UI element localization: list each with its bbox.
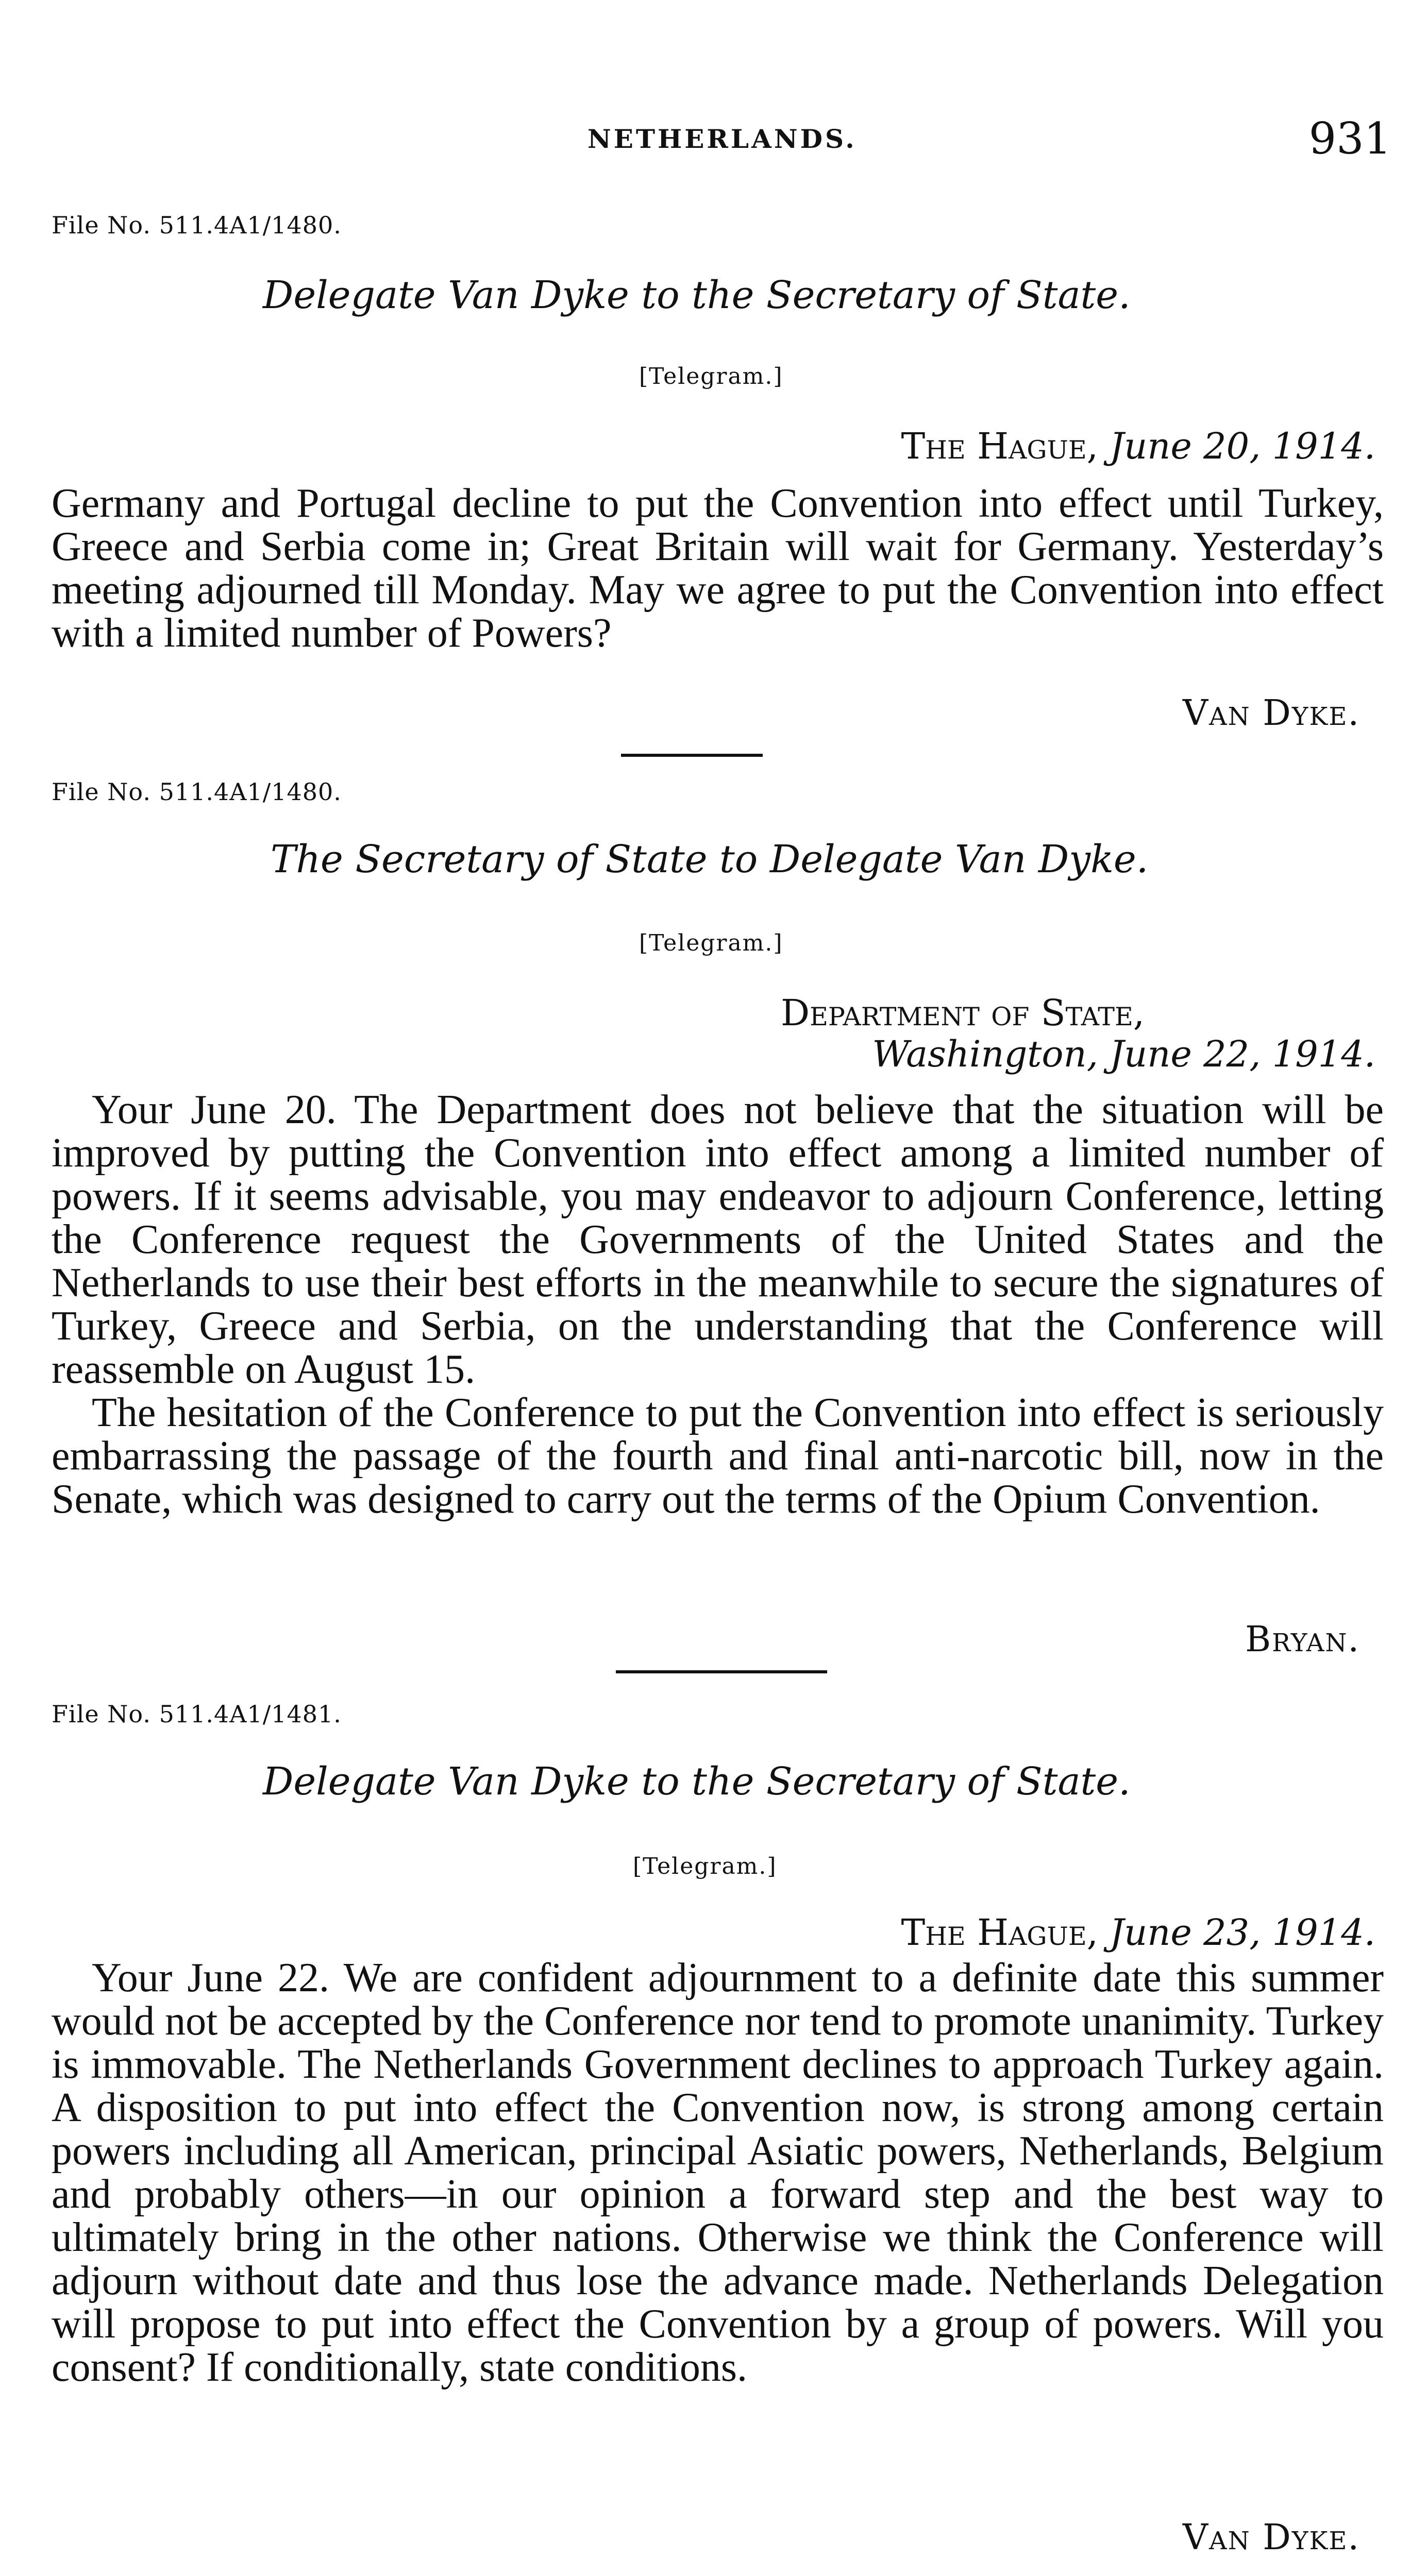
section-divider <box>616 1670 827 1673</box>
paragraph: Your June 22. We are confident adjournment to a definite date this summer would not be accepted by the Conference nor tend to promote unanimity. Turkey is immovable. The Netherlands Government declines to approach Turkey again. A disposition to put into effect the Convention now, is strong among certain powers including all American, principal Asiatic powers, Netherlands, Belgium and probably others—in our opinion a forward step and the best way to ultimately bring in the other nations. Otherwise we think the Conference will adjourn without date and thus lose the advance made. Netherlands Delegation will propose to put into effect the Convention by a group of powers. Will you consent? If conditionally, state conditions. <box>52 1955 1384 2390</box>
dateline <box>901 1911 1375 1954</box>
telegram-label: [Telegram.] <box>639 930 783 956</box>
dateline-date: June 23, 1914. <box>1110 1911 1375 1954</box>
dateline-place: Department of State, <box>781 992 1145 1034</box>
file-number: File No. 511.4A1/1480. <box>52 211 342 239</box>
page-number: 931 <box>1308 113 1391 164</box>
document-body <box>52 1956 1384 2389</box>
document-body <box>52 482 1384 655</box>
telegram-label: [Telegram.] <box>633 1853 777 1879</box>
paragraph: Germany and Portugal decline to put the Convention into effect until Turkey, Greece and Serbia come in; Great Britain will wait for Germany. Yesterday’s meeting adjourned till Monday. May we agree to put the Convention into effect with a limited number of Powers? <box>52 481 1384 656</box>
file-number: File No. 511.4A1/1480. <box>52 778 342 806</box>
signature: Van Dyke. <box>1182 2517 1360 2558</box>
dateline <box>901 425 1375 467</box>
running-head-title: NETHERLANDS. <box>587 124 857 154</box>
paragraph: The hesitation of the Conference to put the Convention into effect is seriously embarrassing the passage of the fourth and final anti-narcotic bill, now in the Senate, which was designed to carry out the terms of the Opium Convention. <box>52 1390 1384 1522</box>
signature: Bryan. <box>1245 1619 1360 1660</box>
document-heading: Delegate Van Dyke to the Secretary of State. <box>263 1759 1131 1804</box>
section-divider <box>621 754 763 757</box>
document-heading: The Secretary of State to Delegate Van Dyke. <box>271 837 1149 882</box>
file-number: File No. 511.4A1/1481. <box>52 1700 342 1728</box>
dateline-place: The Hague, <box>901 1911 1098 1954</box>
dateline-date: June 20, 1914. <box>1110 425 1375 467</box>
document-heading: Delegate Van Dyke to the Secretary of State. <box>263 273 1131 317</box>
dateline-date: Washington, June 22, 1914. <box>872 1033 1375 1075</box>
telegram-label: [Telegram.] <box>639 363 783 389</box>
paragraph: Your June 20. The Department does not believe that the situation will be improved by putting the Convention into effect among a limited number of powers. If it seems advisable, you may endeavor to adjourn Conference, letting the Conference request the Governments of the United States and the Netherlands to use their best efforts in the meanwhile to secure the signatures of Turkey, Greece and Serbia, on the understanding that the Conference will reassemble on August 15. <box>52 1087 1384 1392</box>
document-body <box>52 1088 1384 1521</box>
signature: Van Dyke. <box>1182 693 1360 734</box>
dateline-place: The Hague, <box>901 425 1098 467</box>
running-head <box>0 113 1391 170</box>
